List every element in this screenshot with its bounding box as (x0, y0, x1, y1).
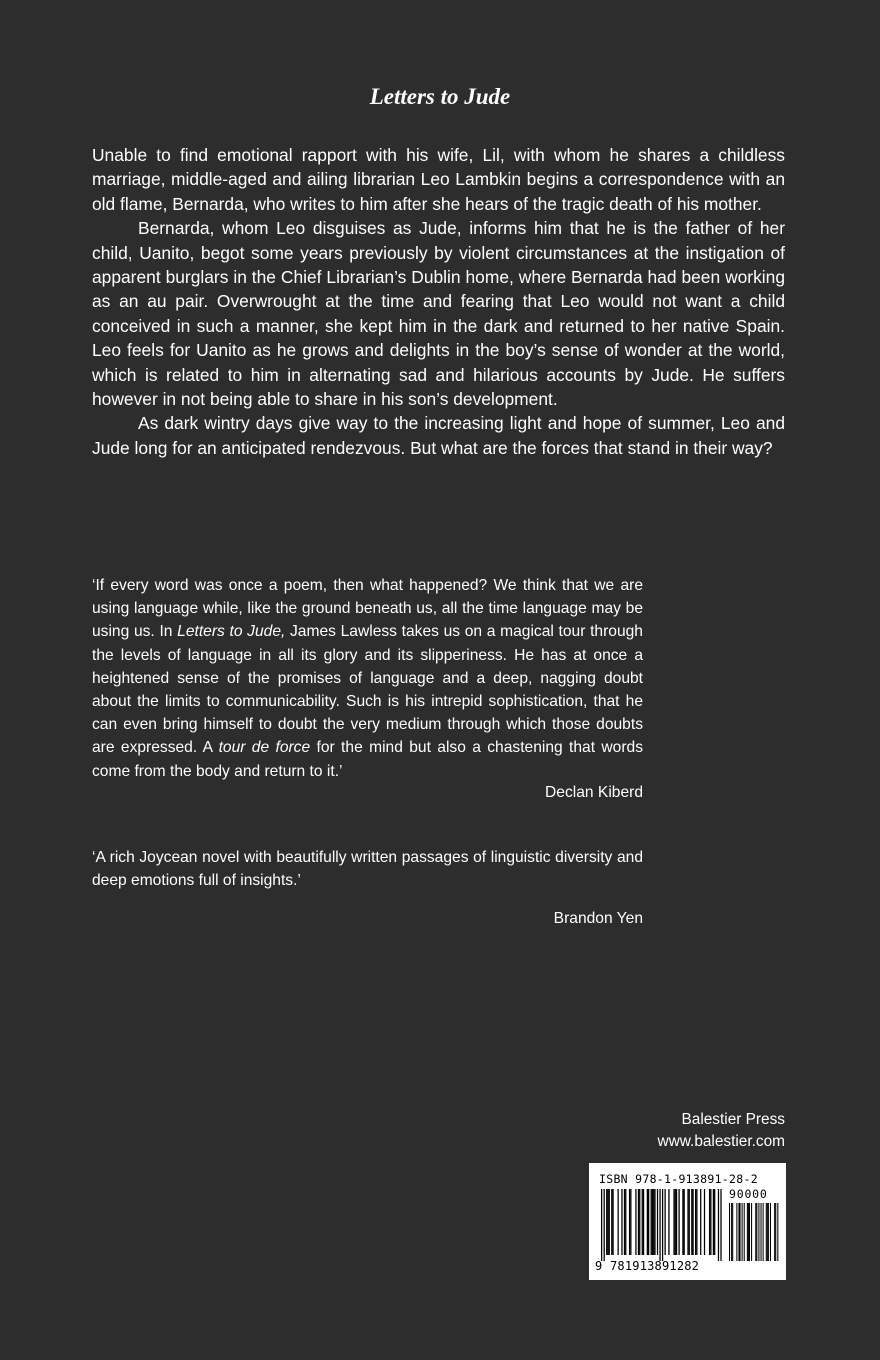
barcode-addon-bar (755, 1203, 756, 1261)
barcode-addon-bar (767, 1203, 768, 1261)
barcode-addon-bar (756, 1203, 757, 1261)
barcode-bar (709, 1189, 710, 1255)
barcode-bar (652, 1189, 653, 1255)
barcode-bar (653, 1189, 654, 1255)
review-book-title: Letters to Jude, (177, 623, 286, 641)
barcode-bar (638, 1189, 639, 1255)
barcode-bar (687, 1189, 688, 1255)
barcode-addon-bar (747, 1203, 748, 1261)
barcode-bar (601, 1189, 602, 1261)
barcode-addon-bar (736, 1203, 737, 1261)
barcode-bar (682, 1189, 683, 1255)
barcode-bar (675, 1189, 676, 1255)
barcode-bar (714, 1189, 715, 1255)
review-quote-yen: ‘A rich Joycean novel with beautifully written passages of linguistic diversity and deep emotions full of insights.’ (92, 849, 643, 890)
barcode-bar (673, 1189, 674, 1255)
barcode-bar (662, 1189, 663, 1261)
barcode-bar (692, 1189, 693, 1255)
barcode-bar (639, 1189, 640, 1255)
review-italic-phrase: tour de force (218, 739, 311, 757)
barcode-bar (647, 1189, 648, 1255)
barcode-addon-bar (748, 1203, 749, 1261)
publisher-info (658, 1109, 785, 1153)
barcode-bar (651, 1189, 652, 1255)
barcode-addon-bar (770, 1203, 771, 1261)
barcode-bar (695, 1189, 696, 1255)
barcode-addon-bar (732, 1203, 733, 1261)
barcode-addon-bar (777, 1203, 778, 1261)
barcode-lead-digit: 9 (595, 1259, 603, 1273)
review-author: Brandon Yen (553, 910, 643, 927)
isbn-label: ISBN 978-1-913891-28-2 (599, 1172, 758, 1186)
book-title: Letters to Jude (369, 84, 511, 109)
barcode-bar (607, 1189, 608, 1255)
barcode-bar (635, 1189, 636, 1255)
barcode-addon-bar (751, 1203, 752, 1261)
barcode-bar (710, 1189, 711, 1255)
book-blurb (92, 143, 785, 460)
barcode-bar (624, 1189, 625, 1255)
barcode-bar (684, 1189, 685, 1255)
review-text: ‘If every word was once a poem, then what happened? We think that we are using language while, like the ground beneath us, all the time language may be using us. In (92, 577, 643, 641)
barcode-addon-bar (729, 1203, 730, 1261)
barcode-addon-bar (774, 1203, 775, 1261)
isbn-barcode (589, 1163, 786, 1280)
barcode-bar (696, 1189, 697, 1255)
barcode-bar (678, 1189, 679, 1255)
barcode-bar (689, 1189, 690, 1255)
barcode-bar (654, 1189, 655, 1255)
barcode-bar (704, 1189, 705, 1255)
barcode-bar (621, 1189, 622, 1255)
barcode-bar (700, 1189, 701, 1255)
barcode-addon-bar (761, 1203, 762, 1261)
barcode-addon-digits: 90000 (729, 1187, 768, 1201)
review-author: Declan Kiberd (545, 784, 643, 801)
review-quote-kiberd (92, 574, 643, 783)
barcode-bar (630, 1189, 631, 1255)
barcode-addon-bar (744, 1203, 745, 1261)
barcode-bar (713, 1189, 714, 1255)
review-text: James Lawless takes us on a magical tour through the levels of language in all its glory and its slipperiness. He has at once a heightened sense of the promises of language and a deep, nagging doubt about the limits to communicability. Such is his intrepid sophistication, that he can even bring himself to doubt the very medium through which those doubts are expressed. A (92, 623, 643, 757)
blurb-paragraph: As dark wintry days give way to the increasing light and hope of summer, Leo and Jude long for an anticipated rendezvous. But what are the forces that stand in their way? (92, 413, 785, 458)
barcode-addon-bar (731, 1203, 732, 1261)
barcode-addon-bar (740, 1203, 741, 1261)
barcode-bar (718, 1189, 719, 1261)
barcode-addon-bar (758, 1203, 759, 1261)
barcode-bar (611, 1189, 612, 1255)
barcode-addon-bar (749, 1203, 750, 1261)
review-text: for the mind but also a chastening that words come from the body and return to it.’ (92, 739, 643, 780)
barcode-bar (657, 1189, 658, 1255)
barcode-digits: 781913891282 (610, 1259, 700, 1273)
publisher-website: www.balestier.com (657, 1133, 785, 1150)
barcode-bar (618, 1189, 619, 1255)
barcode-bar (720, 1189, 721, 1261)
barcode-bar (642, 1189, 643, 1255)
barcode-bar (625, 1189, 626, 1255)
barcode-bar (676, 1189, 677, 1255)
publisher-name: Balestier Press (681, 1111, 785, 1128)
barcode-bar (643, 1189, 644, 1255)
barcode-addon-bar (775, 1203, 776, 1261)
barcode-addon-bar (768, 1203, 769, 1261)
barcode-bar (648, 1189, 649, 1255)
barcode-addon-bar (738, 1203, 739, 1261)
barcode-bar (629, 1189, 630, 1255)
barcode-bar (691, 1189, 692, 1255)
barcode-bar (612, 1189, 613, 1255)
blurb-paragraph: Unable to find emotional rapport with his wife, Lil, with whom he shares a childless marriage, middle-aged and ailing librarian Leo Lambkin begins a correspondence with an old flame, Bernarda, who writes to him after she hears of the tragic death of his mother. (92, 145, 785, 214)
blurb-paragraph: Bernarda, whom Leo disguises as Jude, informs him that he is the father of her child, Uanito, begot some years previously by violent circumstances at the instigation of apparent burglars in the Chief Librarian’s Dublin home, where Bernarda had been working as an au pair. Overwrought at the time and fearing that Leo would not want a child conceived in such a manner, she kept him in the dark and returned to her native Spain. Leo feels for Uanito as he grows and delights in the boy’s sense of wonder at the world, which is related to him in alternating sad and hilarious accounts by Jude. He suffers however in not being able to share in his son’s development. (92, 218, 785, 410)
barcode-bar (604, 1189, 605, 1261)
barcode-bar (665, 1189, 666, 1255)
barcode-bar (606, 1189, 607, 1255)
barcode-bar (668, 1189, 669, 1255)
barcode-addon-bar (763, 1203, 764, 1261)
barcode-addon-bar (766, 1203, 767, 1261)
barcode-bar (659, 1189, 660, 1261)
barcode-bar (609, 1189, 610, 1255)
barcode-addon-bar (742, 1203, 743, 1261)
